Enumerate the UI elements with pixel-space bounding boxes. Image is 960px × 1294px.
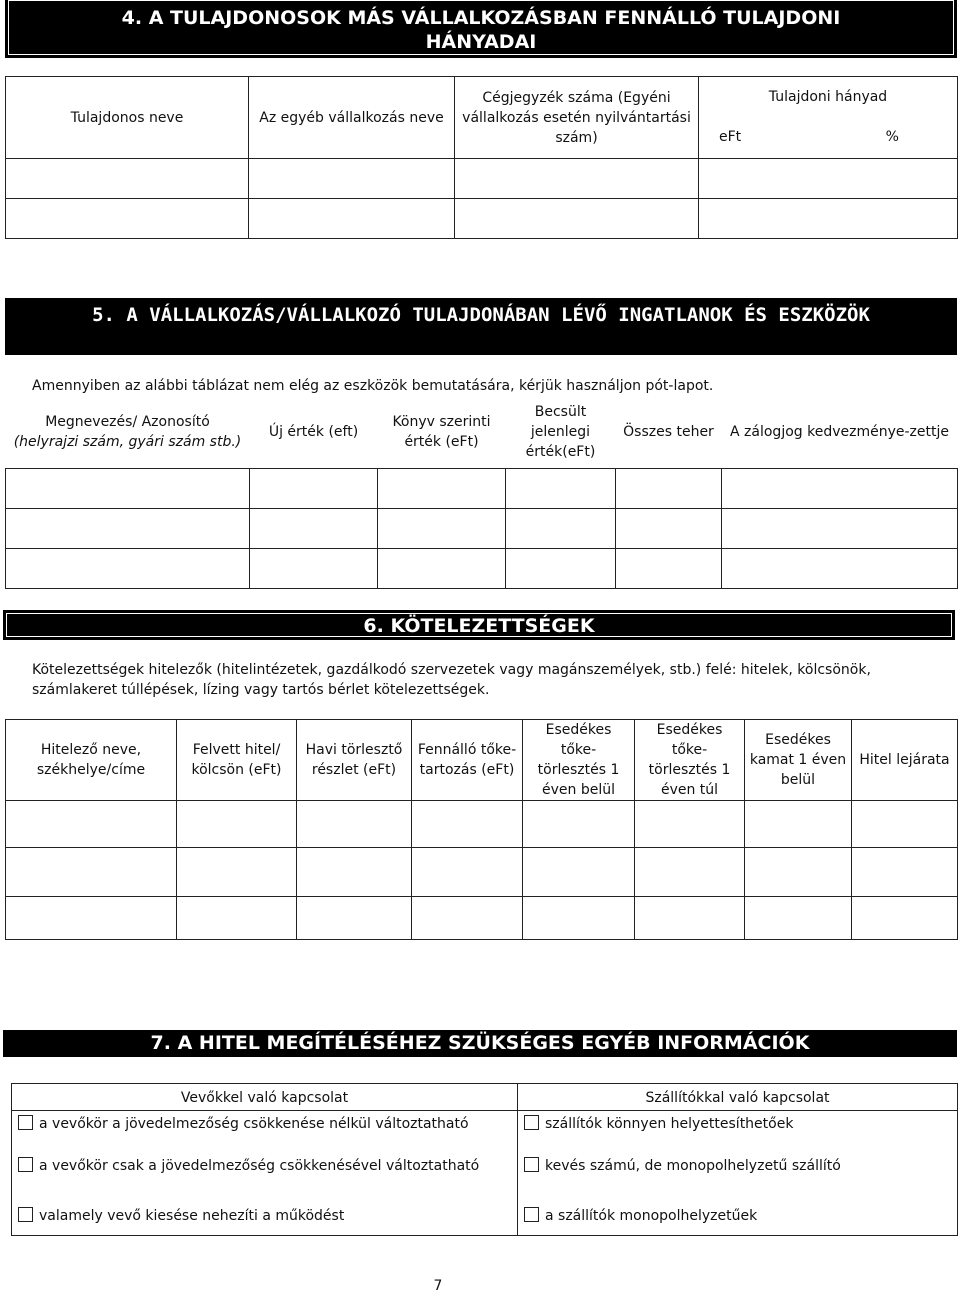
- customer-option-1[interactable]: [12, 1111, 518, 1156]
- liability-cell[interactable]: [852, 801, 958, 848]
- liability-cell[interactable]: [6, 897, 177, 940]
- supplier-option-label: kevés számú, de monopolhelyzetű szállító: [545, 1157, 841, 1174]
- col-total-burden: Összes teher: [623, 423, 714, 440]
- share-cell[interactable]: [699, 199, 958, 239]
- col-book-value: Könyv szerinti érték (eFt): [392, 413, 491, 450]
- col-estimated-value: Becsült jelenlegi érték(eFt): [525, 403, 596, 460]
- col-owner-name: Tulajdonos neve: [6, 77, 249, 159]
- liability-cell[interactable]: [745, 801, 852, 848]
- asset-cell[interactable]: [616, 548, 722, 588]
- asset-cell[interactable]: [378, 548, 506, 588]
- suppliers-relation-heading: Szállítókkal való kapcsolat: [518, 1084, 958, 1111]
- section-4-header: [5, 0, 957, 58]
- share-cell[interactable]: [699, 159, 958, 199]
- registry-cell[interactable]: [455, 199, 699, 239]
- business-name-cell[interactable]: [249, 159, 455, 199]
- col-lien-beneficiary: A zálogjog kedvezménye-zettje: [730, 423, 949, 440]
- table-row: [6, 199, 958, 239]
- assets-table: [5, 396, 958, 589]
- liability-cell[interactable]: [6, 848, 177, 897]
- liability-cell[interactable]: [523, 848, 635, 897]
- liabilities-table: [5, 719, 958, 940]
- supplier-option-1[interactable]: [518, 1111, 958, 1156]
- supplier-option-2[interactable]: [518, 1156, 958, 1204]
- section-5-header: [5, 298, 957, 355]
- asset-cell[interactable]: [506, 468, 616, 508]
- table-row: [6, 508, 958, 548]
- liability-cell[interactable]: [177, 848, 297, 897]
- liabilities-note: Kötelezettségek hitelezők (hitelintézetek, gazdálkodó szervezetek vagy magánszemélyek, stb.) felé: hitelek, kölcsönök, számlakeret túllépések, lízing vagy tartós bérlet kötelezettségek.: [32, 662, 871, 698]
- asset-cell[interactable]: [506, 508, 616, 548]
- section-4-title: 4. A TULAJDONOSOK MÁS VÁLLALKOZÁSBAN FENNÁLLÓ TULAJDONI HÁNYADAI: [121, 7, 841, 53]
- section-6-title: 6. KÖTELEZETTSÉGEK: [363, 615, 595, 637]
- assets-note: Amennyiben az alábbi táblázat nem elég az eszközök bemutatására, kérjük használjon pót-lapot.: [32, 378, 714, 394]
- liability-cell[interactable]: [635, 848, 745, 897]
- checkbox-icon[interactable]: [18, 1115, 33, 1130]
- section-5-title: 5. A VÁLLALKOZÁS/VÁLLALKOZÓ TULAJDONÁBAN LÉVŐ INGATLANOK ÉS ESZKÖZÖK: [92, 304, 870, 326]
- supplier-option-label: a szállítók monopolhelyzetűek: [545, 1207, 758, 1224]
- liability-cell[interactable]: [852, 848, 958, 897]
- asset-cell[interactable]: [616, 508, 722, 548]
- liability-cell[interactable]: [297, 801, 412, 848]
- section-7-title: 7. A HITEL MEGÍTÉLÉSÉHEZ SZÜKSÉGES EGYÉB INFORMÁCIÓK: [150, 1032, 810, 1054]
- col-capital-due-after-year: Esedékes tőke-törlesztés 1 éven túl: [635, 720, 745, 801]
- asset-cell[interactable]: [6, 468, 250, 508]
- col-new-value: Új érték (eft): [268, 423, 359, 440]
- customer-option-2[interactable]: [12, 1156, 518, 1204]
- section-6-header: [3, 610, 955, 640]
- checkbox-icon[interactable]: [524, 1157, 539, 1172]
- asset-cell[interactable]: [378, 508, 506, 548]
- liability-cell[interactable]: [745, 848, 852, 897]
- owner-name-cell[interactable]: [6, 159, 249, 199]
- col-asset-id-sub: (helyrajzi szám, gyári szám stb.): [13, 433, 242, 450]
- table-row: [6, 548, 958, 588]
- customer-option-3[interactable]: [12, 1204, 518, 1236]
- liability-cell[interactable]: [852, 897, 958, 940]
- customer-option-label: valamely vevő kiesése nehezíti a működést: [39, 1207, 345, 1224]
- checkbox-icon[interactable]: [524, 1207, 539, 1222]
- table-row: [6, 848, 958, 897]
- liability-cell[interactable]: [297, 897, 412, 940]
- customer-option-label: a vevőkör csak a jövedelmezőség csökkenésével változtatható: [39, 1157, 480, 1174]
- asset-cell[interactable]: [6, 508, 250, 548]
- liability-cell[interactable]: [745, 897, 852, 940]
- owners-share-table: [5, 76, 958, 239]
- col-creditor: Hitelező neve, székhelye/címe: [6, 720, 177, 801]
- col-other-business-name: Az egyéb vállalkozás neve: [249, 77, 455, 159]
- liability-cell[interactable]: [523, 801, 635, 848]
- table-row: [6, 897, 958, 940]
- table-row: [6, 801, 958, 848]
- col-asset-id-label: Megnevezés/ Azonosító: [45, 413, 210, 430]
- asset-cell[interactable]: [722, 468, 958, 508]
- checkbox-icon[interactable]: [18, 1207, 33, 1222]
- col-loan-taken: Felvett hitel/ kölcsön (eFt): [177, 720, 297, 801]
- liability-cell[interactable]: [177, 897, 297, 940]
- liability-cell[interactable]: [177, 801, 297, 848]
- liability-cell[interactable]: [297, 848, 412, 897]
- asset-cell[interactable]: [722, 508, 958, 548]
- table-row: [6, 468, 958, 508]
- relations-table: [11, 1083, 958, 1236]
- asset-cell[interactable]: [722, 548, 958, 588]
- col-share-percent: %: [828, 117, 958, 159]
- checkbox-icon[interactable]: [18, 1157, 33, 1172]
- asset-cell[interactable]: [378, 468, 506, 508]
- liability-cell[interactable]: [523, 897, 635, 940]
- asset-cell[interactable]: [250, 508, 378, 548]
- registry-cell[interactable]: [455, 159, 699, 199]
- table-row: [6, 159, 958, 199]
- liability-cell[interactable]: [635, 801, 745, 848]
- supplier-option-label: szállítók könnyen helyettesíthetőek: [545, 1116, 794, 1132]
- liability-cell[interactable]: [412, 801, 523, 848]
- business-name-cell[interactable]: [249, 199, 455, 239]
- col-interest-due: Esedékes kamat 1 éven belül: [745, 720, 852, 801]
- customer-option-label: a vevőkör a jövedelmezőség csökkenése nélkül változtatható: [39, 1116, 469, 1132]
- asset-cell[interactable]: [250, 548, 378, 588]
- checkbox-icon[interactable]: [524, 1115, 539, 1130]
- customers-relation-heading: Vevőkkel való kapcsolat: [12, 1084, 518, 1111]
- section-7-header: [3, 1030, 957, 1057]
- liability-cell[interactable]: [412, 848, 523, 897]
- col-outstanding-capital: Fennálló tőke-tartozás (eFt): [412, 720, 523, 801]
- liability-cell[interactable]: [412, 897, 523, 940]
- page-number: 7: [433, 1278, 443, 1294]
- liability-cell[interactable]: [635, 897, 745, 940]
- col-asset-id: [6, 396, 250, 468]
- asset-cell[interactable]: [616, 468, 722, 508]
- col-loan-maturity: Hitel lejárata: [852, 720, 958, 801]
- owner-name-cell[interactable]: [6, 199, 249, 239]
- col-capital-due-within-year: Esedékes tőke-törlesztés 1 éven belül: [523, 720, 635, 801]
- asset-cell[interactable]: [506, 548, 616, 588]
- col-share-eft: eFt: [699, 117, 828, 159]
- col-registry-number: Cégjegyzék száma (Egyéni vállalkozás esetén nyilvántartási szám): [455, 77, 699, 159]
- supplier-option-3[interactable]: [518, 1204, 958, 1236]
- asset-cell[interactable]: [250, 468, 378, 508]
- col-monthly-installment: Havi törlesztő részlet (eFt): [297, 720, 412, 801]
- col-ownership-share: Tulajdoni hányad: [699, 77, 958, 117]
- liability-cell[interactable]: [6, 801, 177, 848]
- asset-cell[interactable]: [6, 548, 250, 588]
